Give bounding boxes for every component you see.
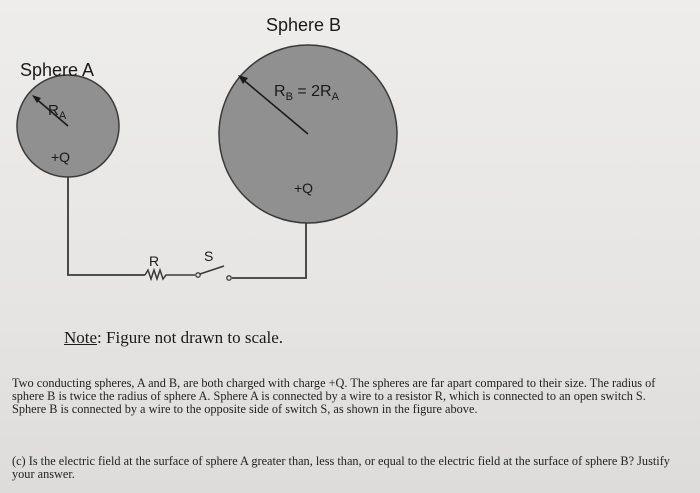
question-c: (c) Is the electric field at the surface of sphere A greater than, less than, or equal to the electric field at the surface of sphere B? Justify your answer. bbox=[12, 454, 670, 481]
problem-paragraph: Two conducting spheres, A and B, are both charged with charge +Q. The spheres are far apart compared to their size. The radius of sphere B is twice the radius of sphere A. Sphere A is connected by a wire to a resistor R, which is connected to an open switch S. Sphere B is connected by a wire to the opposite side of switch S, as shown in the figure above. bbox=[12, 376, 656, 416]
switch-contact-right bbox=[227, 276, 231, 280]
sphere-b-radius-label: $R_B = 2R_A$ bbox=[274, 83, 339, 103]
switch-blade bbox=[200, 266, 224, 274]
resistor-label: R bbox=[149, 253, 160, 269]
note-text: : Figure not drawn to scale. bbox=[97, 328, 284, 347]
sphere-a-radius-label: $R_A$ bbox=[48, 102, 67, 122]
sphere-a-title: Sphere A bbox=[20, 60, 95, 80]
switch-contact-left bbox=[196, 273, 200, 277]
note-prefix: Note bbox=[64, 328, 98, 347]
resistor-symbol bbox=[145, 270, 195, 279]
wire-a bbox=[68, 176, 145, 275]
wire-b bbox=[232, 222, 306, 278]
sphere-a-charge: +Q bbox=[51, 149, 71, 165]
sphere-b-charge: +Q bbox=[294, 180, 314, 196]
switch-label: S bbox=[204, 248, 214, 264]
figure-note bbox=[64, 328, 283, 348]
sphere-b-title: Sphere B bbox=[266, 15, 342, 35]
